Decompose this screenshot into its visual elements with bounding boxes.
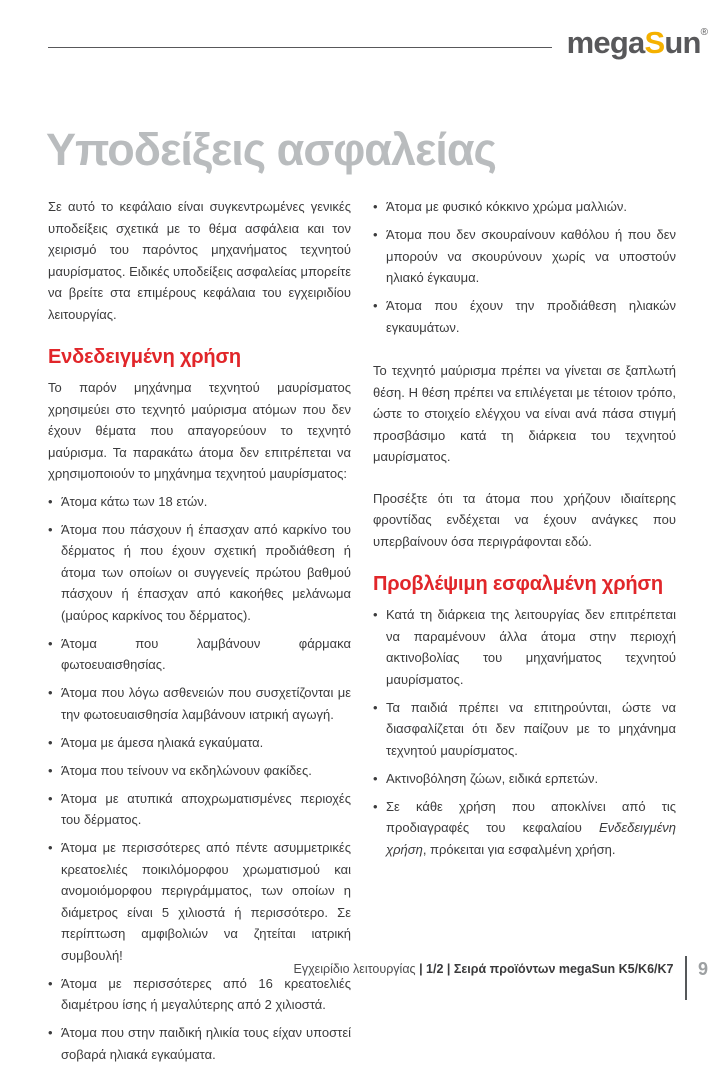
list-item	[373, 768, 676, 790]
bullet-icon: •	[48, 635, 53, 651]
list-item-text: Ακτινοβόληση ζώων, ειδικά ερπετών.	[386, 770, 599, 786]
list-item-text: Άτομα κάτω των 18 ετών.	[61, 493, 208, 509]
bullet-icon: •	[48, 521, 53, 537]
bullet-icon: •	[373, 298, 378, 313]
list-item	[48, 732, 351, 754]
list-item-text: Άτομα που έχουν την προδιάθεση ηλιακών εγκαυμάτων.	[386, 298, 676, 335]
list-item	[48, 519, 351, 627]
section-heading-foreseeable-misuse: Προβλέψιμη εσφαλμένη χρήση	[373, 573, 663, 595]
bullet-icon: •	[48, 1025, 53, 1040]
page-footer	[294, 956, 709, 1000]
list-item-text: Άτομα που δεν σκουραίνουν καθόλου ή που δεν μπορούν να σκουρύνουν χωρίς να υποστούν ηλιακό έγκαυμα.	[386, 227, 676, 285]
list-item	[48, 682, 351, 725]
intended-use-intro: Το παρόν μηχάνημα τεχνητού μαυρίσματος χρησιμεύει στο τεχνητό μαύρισμα ατόμων που δεν έχουν θέματα που απαγορεύουν το τεχνητό μαύρισμα. Τα παρακάτω άτομα δεν επιτρέπεται να χρησιμοποιούν το μηχάνημα τεχνητού μαυρίσματος:	[48, 380, 351, 481]
list-item-text: Άτομα που λόγω ασθενειών που συσχετίζονται με την φωτοευαισθησία λαμβάνουν ιατρική αγωγή.	[61, 685, 351, 722]
bullet-icon: •	[48, 975, 53, 991]
page-title: Υποδείξεις ασφαλείας	[46, 124, 496, 176]
logo-sun-s: S	[644, 25, 665, 60]
left-column	[48, 196, 351, 1085]
header-rule	[48, 47, 552, 48]
footer-manual-label: Εγχειρίδιο λειτουργίας	[293, 962, 420, 976]
logo-un: un	[664, 25, 701, 60]
bullet-icon: •	[48, 685, 53, 700]
list-item-text: Άτομα με άμεσα ηλιακά εγκαύματα.	[61, 734, 264, 750]
list-item-text: Άτομα με περισσότερες από 16 κρεατοελιές διαμέτρου ίσης ή μεγαλύτερης από 2 χιλιοστά.	[61, 975, 351, 1012]
cross-ref-suffix: , πρόκειται για εσφαλμένη χρήση.	[422, 841, 616, 857]
list-item	[48, 633, 351, 676]
cross-ref-prefix: Σε κάθε χρήση που αποκλίνει από τις προδιαγραφές του κεφαλαίου	[386, 798, 676, 835]
list-item	[373, 295, 676, 338]
list-item	[373, 697, 676, 762]
intro-paragraph: Σε αυτό το κεφάλαιο είναι συγκεντρωμένες γενικές υποδείξεις σχετικά με το θέμα ασφάλεια και τον χειρισμό του παρόντος μηχανήματος τεχνητού μαυρίσματος. Ειδικές υποδείξεις ασφαλείας μπορείτε να βρείτε στα επιμέρους κεφάλαια του εγχειριδίου λειτουργίας.	[48, 199, 351, 322]
list-item	[48, 491, 351, 513]
bullet-icon: •	[48, 790, 53, 806]
bullet-icon: •	[48, 734, 53, 750]
list-item-text: Άτομα που στην παιδική ηλικία τους είχαν υποστεί σοβαρά ηλιακά εγκαύματα.	[61, 1025, 351, 1062]
tanning-position-paragraph: Το τεχνητό μαύρισμα πρέπει να γίνεται σε ξαπλωτή θέση. Η θέση πρέπει να επιλέγεται με τέτοιον τρόπο, ώστε το στοιχείο ελέγχου να είναι ανά πάσα στιγμή προσβάσιμο κατά τη διάρκεια του τεχνητού μαυρίσματος.	[373, 363, 676, 464]
footer-divider	[685, 956, 687, 1000]
misuse-list	[373, 604, 676, 860]
bullet-icon: •	[48, 762, 53, 778]
footer-series-label: | 1/2 | Σειρά προϊόντων megaSun K5/K6/K7	[419, 962, 674, 976]
list-item-text: Τα παιδιά πρέπει να επιτηρούνται, ώστε να διασφαλίζεται ότι δεν παίζουν με το μηχάνημα τεχνητού μαυρίσματος.	[386, 699, 676, 758]
list-item	[48, 760, 351, 782]
list-item-text: Άτομα με περισσότερες από πέντε ασυμμετρικές κρεατοελιές ποικιλόμορφου χρωματισμού και ανομοιόμορφου περιγράμματος, των οποίων η διάμετρος είναι 5 χιλιοστά ή περισσότερο. Σε περίπτωση αμφιβολιών να ζητείται ιατρική συμβουλή!	[61, 840, 351, 963]
special-care-paragraph: Προσέξτε ότι τα άτομα που χρήζουν ιδιαίτερης φροντίδας ενδέχεται να έχουν ανάγκες που υπερβαίνουν όσα περιγράφονται εδώ.	[373, 490, 676, 549]
cross-ref-term: Ενδεδειγμένη χρήση	[386, 820, 676, 857]
content-columns	[48, 196, 676, 1085]
bullet-icon: •	[373, 798, 378, 814]
list-item	[373, 224, 676, 289]
list-item-text: Άτομα που λαμβάνουν φάρμακα φωτοευαισθησίας.	[61, 635, 351, 672]
list-item	[48, 788, 351, 831]
page-number: 9	[697, 959, 708, 979]
logo-mega: mega	[566, 25, 645, 60]
bullet-icon: •	[373, 199, 378, 214]
bullet-icon: •	[48, 493, 53, 509]
registered-mark-icon: ®	[700, 27, 708, 38]
bullet-icon: •	[373, 607, 378, 622]
bullet-icon: •	[373, 227, 378, 242]
list-item	[373, 796, 676, 861]
section-heading-intended-use: Ενδεδειγμένη χρήση	[48, 346, 241, 368]
list-item-text	[386, 796, 676, 861]
brand-logo	[567, 18, 708, 58]
right-column	[373, 196, 676, 1085]
excluded-persons-list	[373, 196, 676, 338]
list-item	[48, 837, 351, 966]
list-item-text: Άτομα με ατυπικά αποχρωματισμένες περιοχές του δέρματος.	[61, 790, 351, 827]
list-item	[48, 1022, 351, 1065]
list-item-text: Άτομα με φυσικό κόκκινο χρώμα μαλλιών.	[386, 199, 627, 214]
list-item-text: Άτομα που πάσχουν ή έπασχαν από καρκίνο του δέρματος ή που έχουν σχετική προδιάθεση ή άτομα των οποίων οι συγγενείς πρώτου βαθμού πάσχουν ή έπασχαν από κακοήθες μελάνωμα (μαύρος καρκίνος του δέρματος).	[61, 521, 351, 623]
list-item	[373, 604, 676, 690]
list-item	[373, 196, 676, 218]
list-item-text: Άτομα που τείνουν να εκδηλώνουν φακίδες.	[61, 762, 312, 778]
footer-text	[294, 961, 674, 977]
bullet-icon: •	[373, 770, 378, 786]
bullet-icon: •	[373, 699, 378, 715]
bullet-icon: •	[48, 840, 53, 855]
list-item-text: Κατά τη διάρκεια της λειτουργίας δεν επιτρέπεται να παραμένουν άλλα άτομα στην περιοχή ακτινοβολίας του μηχανήματος τεχνητού μαυρίσματος.	[386, 607, 676, 687]
